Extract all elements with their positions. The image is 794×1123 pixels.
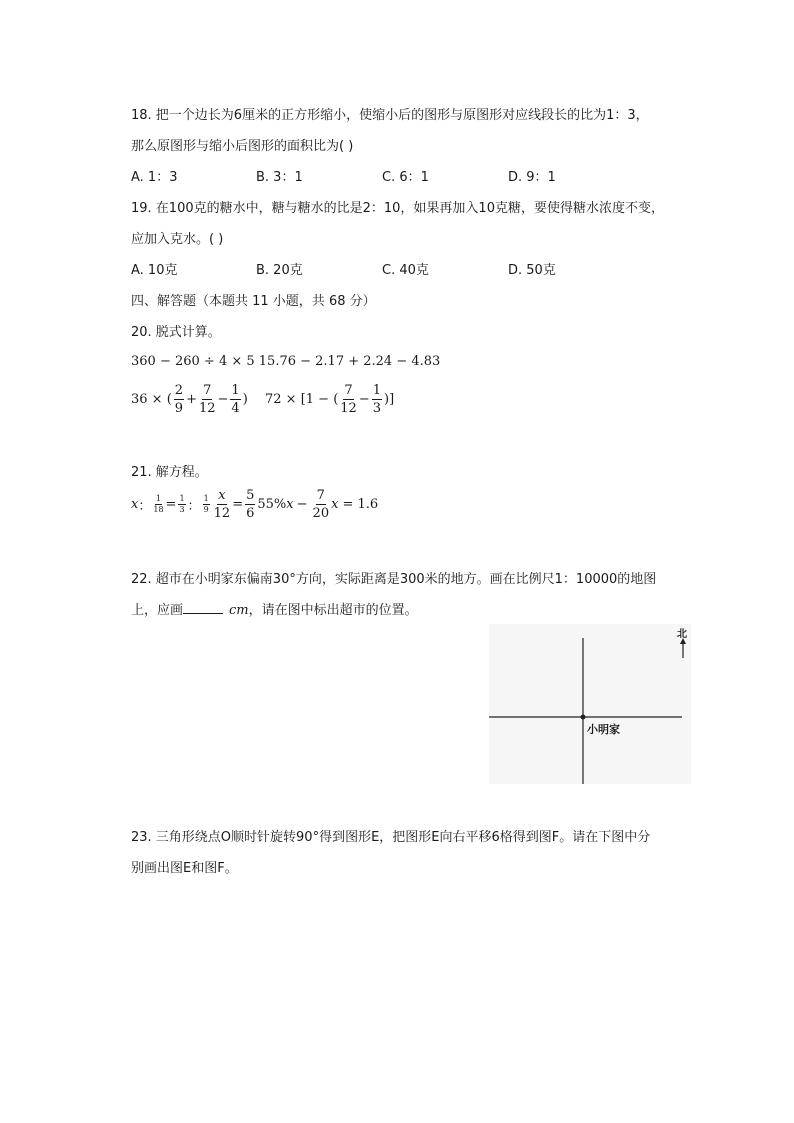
- numerator: 1: [155, 494, 161, 503]
- map-axes: [489, 624, 691, 784]
- operator: −: [358, 392, 370, 407]
- operator: −: [217, 392, 229, 407]
- q22-line2: [131, 599, 418, 618]
- expr2-suffix: )]: [384, 392, 395, 407]
- denominator: 12: [198, 401, 216, 416]
- equals: =: [165, 497, 177, 512]
- home-point: [581, 715, 586, 720]
- north-label: 北: [677, 629, 687, 640]
- q20-title: 20. 脱式计算。: [131, 325, 221, 340]
- q19-line1: 19. 在100克的糖水中，糖与糖水的比是2：10，如果再加入10克糖，要使得糖水浓度不变，: [131, 201, 664, 216]
- numerator: 2: [174, 383, 184, 398]
- fraction: [214, 489, 231, 520]
- denominator: 3: [372, 401, 382, 416]
- numerator: 1: [372, 383, 382, 398]
- q19-line2: 应加入克水。( ): [131, 232, 224, 247]
- q20-row1: 360 − 260 ÷ 4 × 5 15.76 − 2.17 + 2.24 − 4.83: [131, 354, 441, 369]
- denominator: 12: [213, 506, 231, 521]
- fraction: [153, 495, 163, 514]
- fraction: [340, 384, 357, 415]
- fraction: [203, 495, 210, 514]
- denominator: 9: [203, 505, 209, 514]
- q20-expr2: [265, 384, 394, 415]
- q18-option-c: C. 6：1: [382, 170, 429, 185]
- q22-line2-post: ，请在图中标出超市的位置。: [248, 603, 418, 618]
- q19-option-b: B. 20克: [256, 263, 303, 278]
- denominator: 9: [174, 401, 184, 416]
- q22-line2-pre: 上，应画: [131, 603, 184, 618]
- equation-rhs: = 1.6: [342, 497, 379, 512]
- expr1-suffix: ): [242, 392, 248, 407]
- numerator: 7: [344, 383, 353, 398]
- fraction: [174, 384, 184, 415]
- equals: =: [232, 497, 244, 512]
- q18-option-a: A. 1：3: [131, 170, 178, 185]
- unit-label: cm: [229, 603, 249, 618]
- denominator: 20: [312, 506, 330, 521]
- variable-x: x: [331, 497, 339, 512]
- expr2-prefix: 72 × [1 − (: [265, 392, 339, 407]
- map-figure: [489, 624, 691, 784]
- percent-term: 55%: [257, 497, 287, 512]
- denominator: 12: [340, 401, 357, 416]
- q21-title: 21. 解方程。: [131, 465, 208, 480]
- numerator: 7: [316, 488, 325, 503]
- fraction: [372, 384, 382, 415]
- q22-line1: 22. 超市在小明家东偏南30°方向，实际距离是300米的地方。画在比例尺1：10000的地图: [131, 572, 657, 587]
- fraction: [178, 495, 185, 514]
- fraction: [199, 384, 216, 415]
- q18-line2: 那么原图形与缩小后图形的面积比为( ): [131, 139, 354, 154]
- numerator: 1: [203, 494, 209, 503]
- variable-x: x: [131, 497, 139, 512]
- numerator: 1: [179, 494, 185, 503]
- q23-line2: 别画出图E和图F。: [131, 861, 238, 876]
- q19-option-c: C. 40克: [382, 263, 429, 278]
- numerator: 1: [231, 383, 240, 398]
- numerator: 7: [203, 383, 212, 398]
- q18-option-b: B. 3：1: [256, 170, 303, 185]
- q20-expr1: [131, 384, 248, 415]
- home-label: 小明家: [587, 723, 620, 736]
- denominator: 6: [246, 506, 255, 521]
- q23-line1: 23. 三角形绕点O顺时针旋转90°得到图形E，把图形E向右平移6格得到图F。请在下图中分: [131, 830, 651, 845]
- operator: −: [296, 497, 308, 512]
- numerator: 5: [246, 488, 255, 503]
- q18-option-d: D. 9：1: [508, 170, 556, 185]
- numerator: x: [218, 488, 226, 503]
- q19-option-d: D. 50克: [508, 263, 556, 278]
- expr1-prefix: 36 × (: [131, 392, 172, 407]
- operator: +: [186, 392, 197, 407]
- ratio-colon: ：: [138, 499, 152, 514]
- variable-x: x: [286, 497, 294, 512]
- section-title: 四、解答题（本题共 11 小题，共 68 分）: [131, 294, 376, 309]
- denominator: 4: [231, 401, 240, 416]
- fraction: [313, 489, 330, 520]
- q21-equations: [131, 489, 378, 520]
- ratio-colon: ：: [187, 499, 201, 514]
- fraction: [230, 384, 240, 415]
- q19-option-a: A. 10克: [131, 263, 178, 278]
- denominator: 3: [179, 505, 185, 514]
- denominator: 18: [153, 505, 164, 514]
- fraction: [245, 489, 255, 520]
- q18-line1: 18. 把一个边长为6厘米的正方形缩小，使缩小后的图形与原图形对应线段长的比为1：3，: [131, 108, 649, 123]
- answer-blank[interactable]: [183, 601, 223, 614]
